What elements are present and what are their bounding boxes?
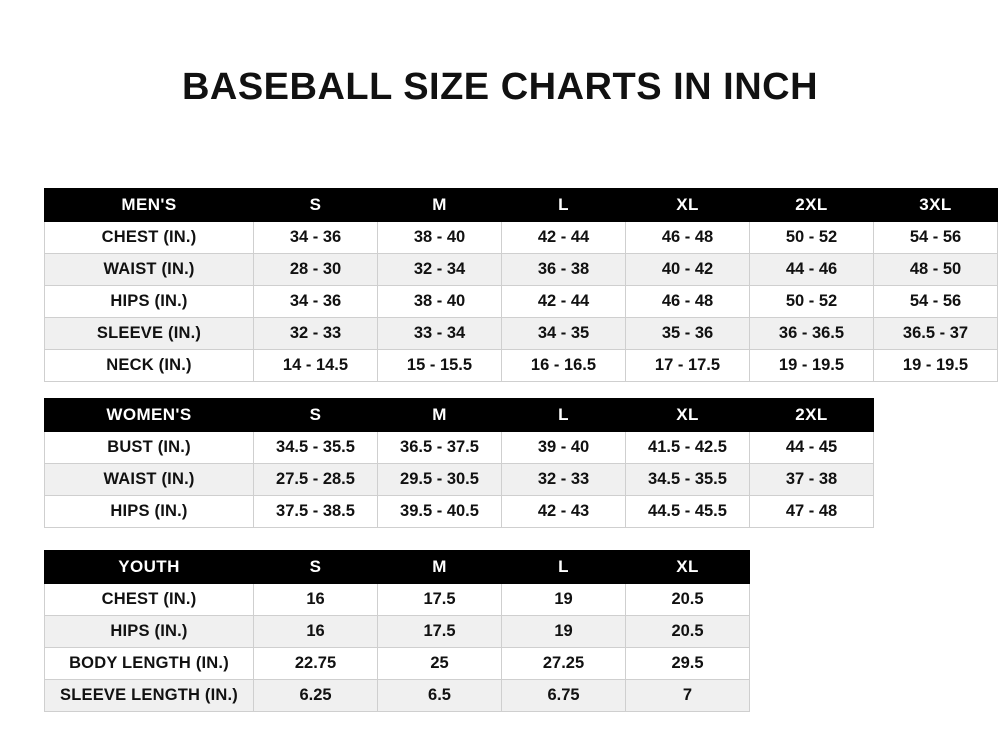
row-label: BODY LENGTH (IN.) [45, 648, 254, 680]
table-cell: 37.5 - 38.5 [254, 496, 378, 528]
table-cell: 42 - 43 [502, 496, 626, 528]
table-cell: 34.5 - 35.5 [254, 432, 378, 464]
row-label: HIPS (IN.) [45, 286, 254, 318]
table-cell: 6.75 [502, 680, 626, 712]
table-cell: 48 - 50 [874, 254, 998, 286]
womens-size-table-block [44, 398, 874, 528]
table-cell: 19 [502, 616, 626, 648]
table-header-row [45, 551, 750, 584]
table-cell: 25 [378, 648, 502, 680]
table-cell: 32 - 33 [502, 464, 626, 496]
table-cell: 34.5 - 35.5 [626, 464, 750, 496]
table-row [45, 286, 998, 318]
column-header: S [254, 189, 378, 222]
table-row [45, 432, 874, 464]
table-cell: 6.5 [378, 680, 502, 712]
table-cell: 54 - 56 [874, 286, 998, 318]
table-row [45, 496, 874, 528]
table-cell: 16 - 16.5 [502, 350, 626, 382]
row-label: SLEEVE (IN.) [45, 318, 254, 350]
table-cell: 32 - 33 [254, 318, 378, 350]
table-cell: 19 - 19.5 [750, 350, 874, 382]
table-cell: 19 - 19.5 [874, 350, 998, 382]
table-cell: 47 - 48 [750, 496, 874, 528]
table-cell: 34 - 36 [254, 286, 378, 318]
row-label: BUST (IN.) [45, 432, 254, 464]
table-cell: 34 - 35 [502, 318, 626, 350]
table-header-row [45, 399, 874, 432]
table-cell: 35 - 36 [626, 318, 750, 350]
row-label: CHEST (IN.) [45, 584, 254, 616]
column-header: M [378, 189, 502, 222]
table-cell: 20.5 [626, 584, 750, 616]
table-row [45, 222, 998, 254]
table-cell: 33 - 34 [378, 318, 502, 350]
table-cell: 16 [254, 584, 378, 616]
table-cell: 19 [502, 584, 626, 616]
table-cell: 46 - 48 [626, 222, 750, 254]
column-header: L [502, 189, 626, 222]
table-cell: 44.5 - 45.5 [626, 496, 750, 528]
table-cell: 34 - 36 [254, 222, 378, 254]
column-header: YOUTH [45, 551, 254, 584]
table-cell: 29.5 - 30.5 [378, 464, 502, 496]
table-cell: 41.5 - 42.5 [626, 432, 750, 464]
table-cell: 32 - 34 [378, 254, 502, 286]
table-row [45, 318, 998, 350]
table-cell: 7 [626, 680, 750, 712]
table-cell: 27.25 [502, 648, 626, 680]
column-header: MEN'S [45, 189, 254, 222]
table-cell: 29.5 [626, 648, 750, 680]
column-header: 2XL [750, 399, 874, 432]
table-cell: 44 - 45 [750, 432, 874, 464]
table-row [45, 648, 750, 680]
column-header: M [378, 399, 502, 432]
table-cell: 42 - 44 [502, 286, 626, 318]
row-label: CHEST (IN.) [45, 222, 254, 254]
table-cell: 20.5 [626, 616, 750, 648]
column-header: S [254, 399, 378, 432]
table-cell: 38 - 40 [378, 286, 502, 318]
table-cell: 17.5 [378, 584, 502, 616]
table-cell: 50 - 52 [750, 286, 874, 318]
mens-size-table [44, 188, 998, 382]
youth-size-table-block [44, 550, 750, 712]
table-cell: 40 - 42 [626, 254, 750, 286]
table-cell: 38 - 40 [378, 222, 502, 254]
table-cell: 27.5 - 28.5 [254, 464, 378, 496]
table-cell: 50 - 52 [750, 222, 874, 254]
table-cell: 22.75 [254, 648, 378, 680]
column-header: L [502, 551, 626, 584]
table-cell: 36 - 36.5 [750, 318, 874, 350]
table-cell: 36 - 38 [502, 254, 626, 286]
table-cell: 15 - 15.5 [378, 350, 502, 382]
page-title: BASEBALL SIZE CHARTS IN INCH [181, 66, 819, 108]
column-header: L [502, 399, 626, 432]
column-header: 3XL [874, 189, 998, 222]
column-header: 2XL [750, 189, 874, 222]
row-label: WAIST (IN.) [45, 464, 254, 496]
row-label: WAIST (IN.) [45, 254, 254, 286]
mens-size-table-block [44, 188, 998, 382]
column-header: XL [626, 399, 750, 432]
table-cell: 14 - 14.5 [254, 350, 378, 382]
table-cell: 39.5 - 40.5 [378, 496, 502, 528]
table-cell: 28 - 30 [254, 254, 378, 286]
youth-size-table [44, 550, 750, 712]
table-cell: 46 - 48 [626, 286, 750, 318]
row-label: NECK (IN.) [45, 350, 254, 382]
table-row [45, 254, 998, 286]
column-header: WOMEN'S [45, 399, 254, 432]
table-cell: 39 - 40 [502, 432, 626, 464]
table-header-row [45, 189, 998, 222]
table-cell: 36.5 - 37 [874, 318, 998, 350]
table-cell: 54 - 56 [874, 222, 998, 254]
column-header: XL [626, 189, 750, 222]
table-cell: 44 - 46 [750, 254, 874, 286]
table-row [45, 464, 874, 496]
row-label: HIPS (IN.) [45, 496, 254, 528]
table-row [45, 350, 998, 382]
table-row [45, 616, 750, 648]
table-cell: 17.5 [378, 616, 502, 648]
table-cell: 37 - 38 [750, 464, 874, 496]
column-header: M [378, 551, 502, 584]
table-row [45, 584, 750, 616]
table-cell: 17 - 17.5 [626, 350, 750, 382]
table-row [45, 680, 750, 712]
table-cell: 16 [254, 616, 378, 648]
column-header: XL [626, 551, 750, 584]
row-label: HIPS (IN.) [45, 616, 254, 648]
womens-size-table [44, 398, 874, 528]
table-cell: 36.5 - 37.5 [378, 432, 502, 464]
column-header: S [254, 551, 378, 584]
row-label: SLEEVE LENGTH (IN.) [45, 680, 254, 712]
table-cell: 6.25 [254, 680, 378, 712]
table-cell: 42 - 44 [502, 222, 626, 254]
